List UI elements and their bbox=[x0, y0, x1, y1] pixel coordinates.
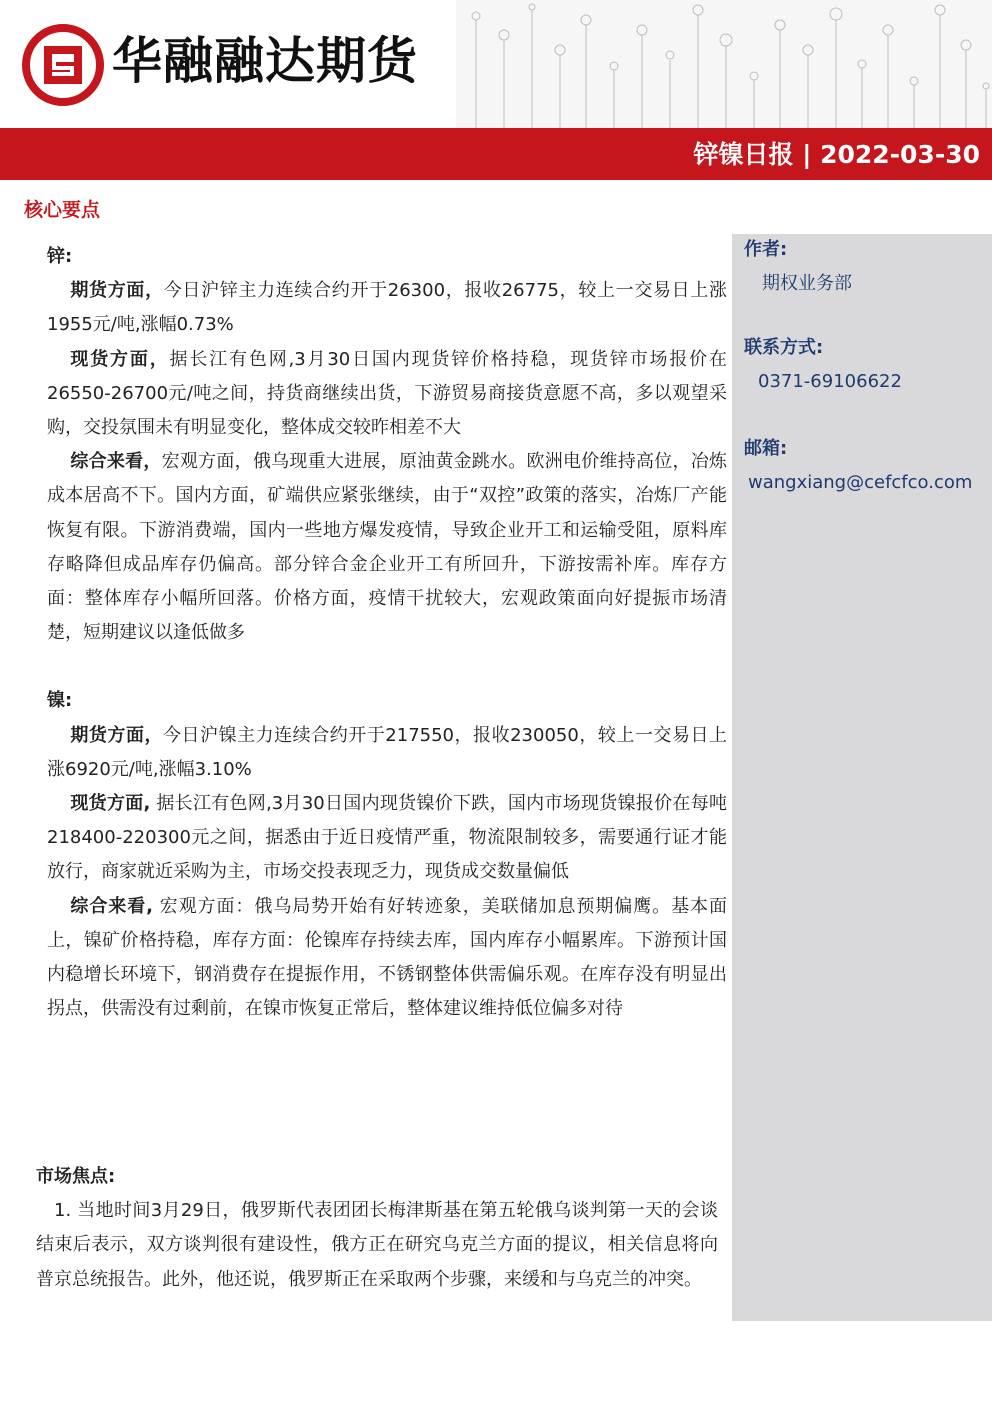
sidebar-panel bbox=[732, 234, 992, 1321]
section-heading: 核心要点 bbox=[24, 199, 101, 221]
nickel-summary-label: 综合来看, bbox=[70, 895, 153, 917]
contact-value: 0371-69106622 bbox=[758, 371, 902, 392]
zinc-title: 锌: bbox=[47, 246, 73, 267]
zinc-spot-label: 现货方面， bbox=[70, 348, 170, 370]
zinc-summary-paragraph bbox=[47, 445, 727, 650]
brand-name: 华融融达期货 bbox=[112, 31, 418, 90]
zinc-futures-paragraph bbox=[47, 274, 727, 342]
email-label: 邮箱: bbox=[744, 438, 788, 459]
nickel-summary-paragraph bbox=[47, 890, 727, 1027]
zinc-futures-text: 今日沪锌主力连续合约开于26300，报收26775，较上一交易日上涨1955元/吨,涨幅0.73% bbox=[47, 280, 728, 336]
paragraph-gap bbox=[47, 650, 727, 684]
nickel-spot-label: 现货方面, bbox=[70, 793, 151, 815]
market-focus-section bbox=[36, 1160, 718, 1297]
contact-label: 联系方式: bbox=[744, 337, 824, 358]
page-header bbox=[0, 0, 992, 128]
report-title: 锌镍日报 | 2022-03-30 bbox=[693, 140, 980, 169]
nickel-futures-text: 今日沪镍主力连续合约开于217550，报收230050，较上一交易日上涨6920元/吨,涨幅3.10% bbox=[47, 724, 727, 780]
market-focus-item: 1. 当地时间3月29日，俄罗斯代表团团长梅津斯基在第五轮俄乌谈判第一天的会谈结束后表示，双方谈判很有建设性，俄方正在研究乌克兰方面的提议，相关信息将向普京总统报告。此外，他还说，俄罗斯正在采取两个步骤，来缓和与乌克兰的冲突。 bbox=[36, 1200, 718, 1290]
nickel-futures-label: 期货方面， bbox=[70, 724, 164, 746]
main-content bbox=[47, 240, 727, 1026]
nickel-futures-paragraph bbox=[47, 719, 727, 787]
nickel-summary-text: 宏观方面：俄乌局势开始有好转迹象，美联储加息预期偏鹰。基本面上，镍矿价格持稳，库存方面：伦镍库存持续去库，国内库存小幅累库。下游预计国内稳增长环境下，钢消费存在提振作用，不锈钢整体供需偏乐观。在库存没有明显出拐点，供需没有过剩前，在镍市恢复正常后，整体建议维持低位偏多对待 bbox=[47, 895, 727, 1020]
zinc-spot-text: 据长江有色网,3月30日国内现货锌价格持稳，现货锌市场报价在26550-26700元/吨之间，持货商继续出货，下游贸易商接货意愿不高，多以观望采购，交投氛围未有明显变化，整体成交较昨相差不大 bbox=[47, 348, 728, 439]
zinc-summary-label: 综合来看， bbox=[70, 451, 162, 473]
decorative-bubbles-graphic bbox=[456, 0, 992, 128]
author-value: 期权业务部 bbox=[762, 273, 852, 294]
company-logo-icon bbox=[22, 24, 104, 106]
author-label: 作者: bbox=[744, 239, 788, 260]
nickel-spot-text: 据长江有色网,3月30日国内现货镍价下跌，国内市场现货镍报价在每吨218400-220300元之间，据悉由于近日疫情严重，物流限制较多，需要通行证才能放行，商家就近采购为主，市场交投表现乏力，现货成交数量偏低 bbox=[47, 793, 728, 883]
nickel-spot-paragraph bbox=[47, 787, 727, 890]
market-focus-title: 市场焦点: bbox=[36, 1166, 116, 1187]
zinc-summary-text: 宏观方面，俄乌现重大进展，原油黄金跳水。欧洲电价维持高位，冶炼成本居高不下。国内方面，矿端供应紧张继续，由于“双控”政策的落实，冶炼厂产能恢复有限。下游消费端，国内一些地方爆发疫情，导致企业开工和运输受阻，原料库存略降但成品库存仍偏高。部分锌合金企业开工有所回升，下游按需补库。库存方面：整体库存小幅所回落。价格方面，疫情干扰较大，宏观政策面向好提振市场清楚，短期建议以逢低做多 bbox=[47, 451, 728, 644]
email-value[interactable]: wangxiang@cefcfco.com bbox=[748, 472, 973, 493]
nickel-title: 镍: bbox=[47, 690, 73, 712]
zinc-spot-paragraph bbox=[47, 343, 727, 446]
zinc-futures-label: 期货方面， bbox=[70, 280, 164, 302]
